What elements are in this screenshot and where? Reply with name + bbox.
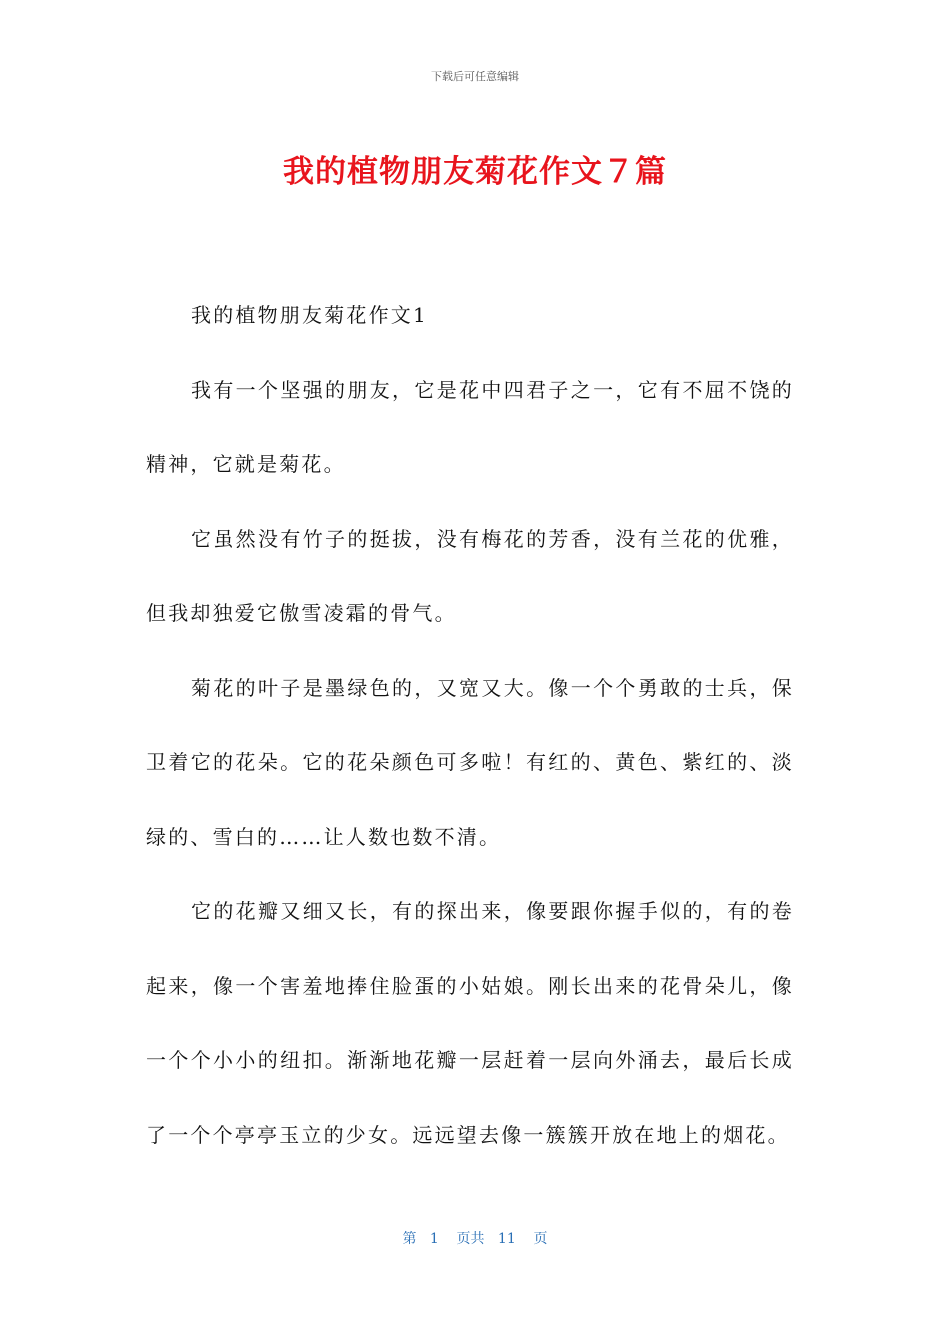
- paragraph: 它虽然没有竹子的挺拔，没有梅花的芳香，没有兰花的优雅，但我却独爱它傲雪凌霜的骨气。: [146, 526, 794, 625]
- paragraph: 它的花瓣又细又长，有的探出来，像要跟你握手似的，有的卷起来，像一个害羞地捧住脸蛋的小姑娘。刚长出来的花骨朵儿，像一个个小小的纽扣。渐渐地花瓣一层赶着一层向外涌去，最后长成了一个个亭亭玉立的少女。远远望去像一簇簇开放在地上的烟花。: [146, 899, 794, 1147]
- paragraph-subtitle: 我的植物朋友菊花作文1: [191, 303, 428, 327]
- page-footer: [0, 1228, 950, 1248]
- header-note: 下载后可任意编辑: [431, 70, 519, 83]
- document-body: [146, 278, 794, 1172]
- paragraph: 我有一个坚强的朋友，它是花中四君子之一，它有不屈不饶的精神，它就是菊花。: [146, 377, 794, 476]
- total-pages-number: 11: [497, 1231, 516, 1247]
- paragraph: 菊花的叶子是墨绿色的，又宽又大。像一个个勇敢的士兵，保卫着它的花朵。它的花朵颜色可多啦！有红的、黄色、紫红的、淡绿的、雪白的……让人数也数不清。: [146, 675, 794, 849]
- page-label-suffix: 页: [533, 1231, 548, 1247]
- current-page-number: 1: [429, 1231, 439, 1247]
- page-label-prefix: 第: [402, 1231, 417, 1247]
- page-label-mid: 页共: [456, 1231, 485, 1247]
- document-title: 我的植物朋友菊花作文７篇: [283, 154, 667, 190]
